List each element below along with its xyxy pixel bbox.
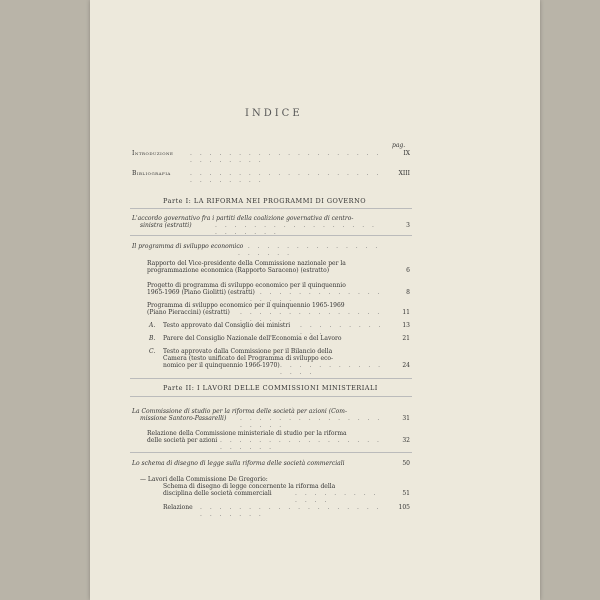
- toc-entry-line: delle società per azioni: [147, 437, 218, 444]
- toc-entry[interactable]: La Commissione di studio per la riforma delle società per azioni (Com-: [132, 408, 348, 415]
- toc-entry-line: nomico per il quinquennio 1966-1970): [163, 362, 280, 369]
- toc-entry-line: Camera (testo unificato del Programma di sviluppo eco-: [163, 355, 334, 362]
- page-number: 24: [402, 362, 410, 369]
- page-number: 32: [402, 437, 410, 444]
- divider: [130, 208, 412, 209]
- toc-entry[interactable]: Progetto di programma di sviluppo economico per il quinquennio: [147, 282, 346, 289]
- toc-introduzione[interactable]: Introduzione: [132, 150, 174, 157]
- page-number: 21: [402, 335, 410, 342]
- toc-letter: A.: [149, 322, 156, 329]
- leader-dots: . . . . . . . . . . . . . . .: [280, 362, 384, 376]
- toc-entry-line: (Piano Pieraccini) (estratti): [147, 309, 230, 316]
- page-number: IX: [403, 150, 410, 157]
- page-number: XIII: [398, 170, 410, 177]
- leader-dots: . . . . . . . . . . . . . . . . . . . . . . . . . . . .: [190, 150, 382, 164]
- toc-entry[interactable]: — Lavori della Commissione De Gregorio:: [140, 476, 268, 483]
- page-number: 11: [402, 309, 410, 316]
- toc-entry[interactable]: Relazione della Commissione ministeriale di studio per la riforma: [147, 430, 347, 437]
- leader-dots: . . . . . . . . . . . . . . . . . . . . .: [238, 243, 381, 257]
- page-number: 3: [406, 222, 410, 229]
- page-number: 50: [402, 460, 410, 467]
- toc-entry[interactable]: Testo approvato dal Consiglio dei ministri: [163, 322, 291, 329]
- toc-entry[interactable]: L'accordo governativo fra i partiti della coalizione governativa di centro-: [132, 215, 354, 222]
- page-number: 51: [402, 490, 410, 497]
- leader-dots: . . . . . . . . . . . . . . . . . . . .: [240, 415, 383, 429]
- leader-dots: . . . . . . . . . . . . . . . . . . . .: [240, 309, 383, 323]
- page-number: 8: [406, 289, 410, 296]
- part-heading: Parte I: LA RIFORMA NEI PROGRAMMI DI GOVERNO: [163, 197, 367, 205]
- toc-entry-line: missione Santoro-Passarelli): [140, 415, 227, 422]
- toc-entry-line: disciplina delle società commerciali: [163, 490, 272, 497]
- divider: [130, 452, 412, 453]
- pag-label: pag.: [392, 142, 406, 149]
- toc-entry-line: 1965-1969 (Piano Giolitti) (estratti): [147, 289, 255, 296]
- toc-entry-line: Schema di disegno di legge concernente la riforma della: [163, 483, 336, 490]
- page-title: INDICE: [245, 108, 303, 119]
- leader-dots: . . . . . . . . . . . . . . . . . . .: [250, 289, 383, 303]
- leader-dots: . . . . . . . . . . . . . . . . . . . . . . . .: [215, 222, 377, 236]
- toc-entry[interactable]: Rapporto del Vice-presidente della Commissione nazionale per la: [147, 260, 346, 267]
- divider: [130, 235, 412, 236]
- toc-bibliografia[interactable]: Bibliografia: [132, 170, 171, 177]
- divider: [130, 378, 412, 379]
- leader-dots: . . . . . . . . . . . .: [300, 322, 384, 336]
- page-number: 13: [402, 322, 410, 329]
- leader-dots: . . . . . . . . . . . . . . . . . . . . . . . . . .: [200, 504, 382, 518]
- toc-entry-line: sinistra (estratti): [140, 222, 192, 229]
- toc-entry[interactable]: Lo schema di disegno di legge sulla riforma delle società commerciali: [132, 460, 345, 467]
- toc-entry[interactable]: Il programma di sviluppo economico: [132, 243, 244, 250]
- toc-letter: B.: [149, 335, 156, 342]
- part-heading: Parte II: I LAVORI DELLE COMMISSIONI MINISTERIALI: [163, 384, 378, 392]
- toc-entry[interactable]: Testo approvato dalla Commissione per il Bilancio della: [163, 348, 333, 355]
- toc-entry[interactable]: Parere del Consiglio Nazionale dell'Economia e del Lavoro: [163, 335, 342, 342]
- leader-dots: . . . . . . . . . . . . . . . . . . . . . . . . . . . .: [190, 170, 382, 184]
- page-number: 105: [398, 504, 410, 511]
- toc-letter: C.: [149, 348, 156, 355]
- toc-entry-line: programmazione economica (Rapporto Saraceno) (estratto): [147, 267, 330, 274]
- toc-entry[interactable]: Relazione: [163, 504, 193, 511]
- page-number: 31: [402, 415, 410, 422]
- divider: [130, 396, 412, 397]
- page-number: 6: [406, 267, 410, 274]
- toc-entry[interactable]: Programma di sviluppo economico per il quinquennio 1965-1969: [147, 302, 345, 309]
- leader-dots: . . . . . . . . . . . . . . . . . . . . . . .: [220, 437, 382, 451]
- leader-dots: . . . . . . . . . . . . .: [295, 490, 379, 504]
